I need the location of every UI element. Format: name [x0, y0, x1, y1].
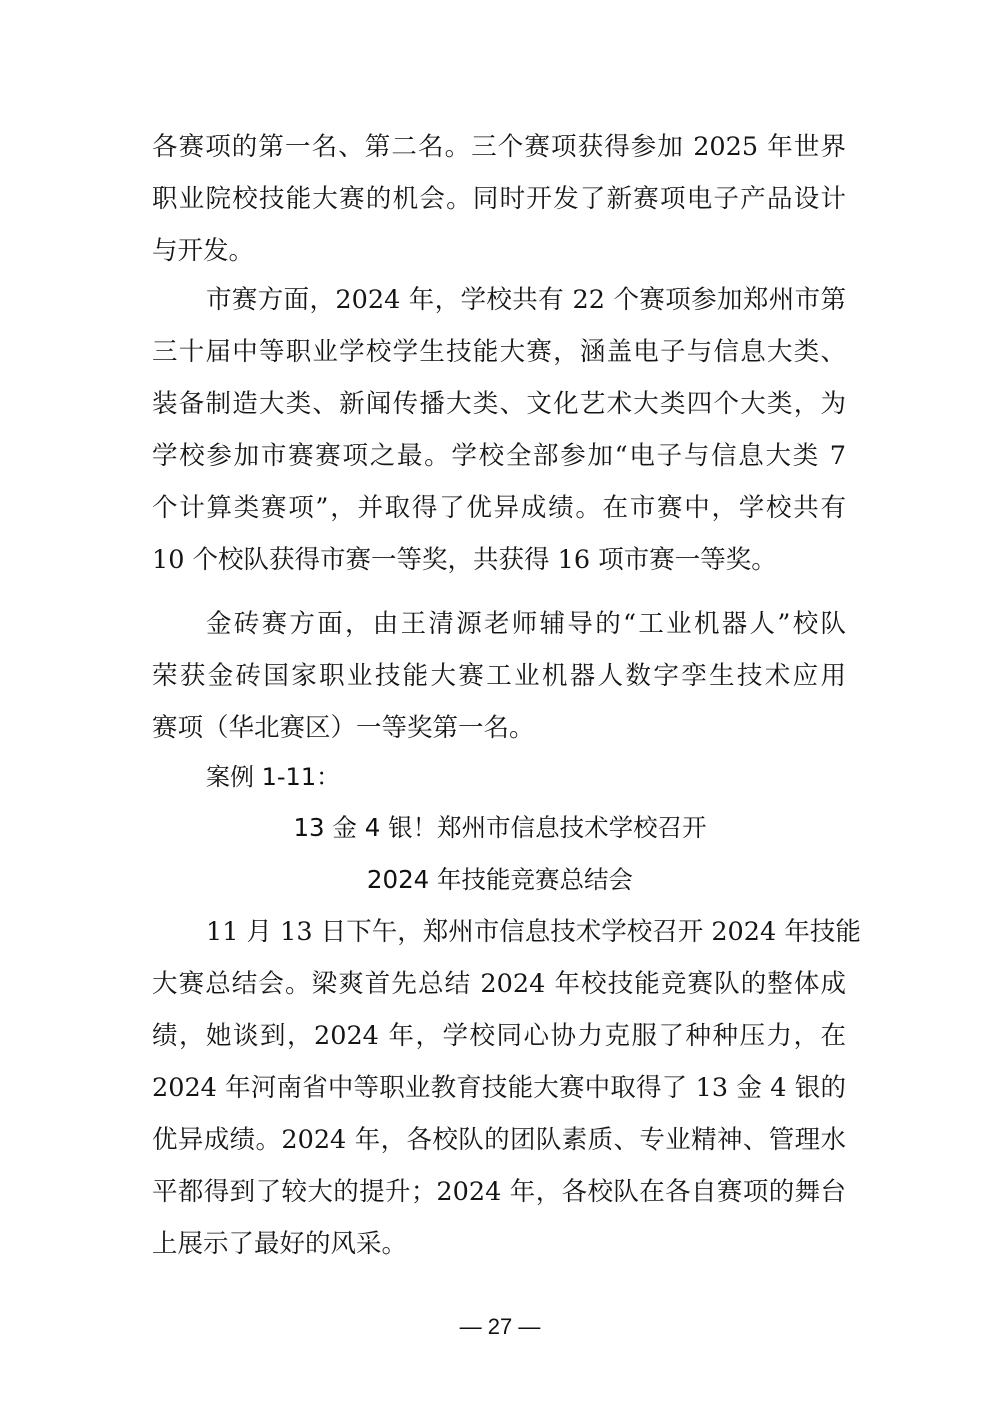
text-line: 学校参加市赛赛项之最。学校全部参加“电子与信息大类 7	[152, 441, 846, 471]
text-line: 各赛项的第一名、第二名。三个赛项获得参加 2025 年世界	[152, 132, 846, 162]
text-line: 三十届中等职业学校学生技能大赛，涵盖电子与信息大类、	[152, 337, 846, 367]
text-line: 2024 年河南省中等职业教育技能大赛中取得了 13 金 4 银的	[152, 1073, 846, 1103]
text-line: 个计算类赛项”，并取得了优异成绩。在市赛中，学校共有	[152, 493, 846, 523]
case-title-line: 13 金 4 银！郑州市信息技术学校召开	[293, 813, 707, 842]
text-line: 大赛总结会。梁爽首先总结 2024 年校技能竞赛队的整体成	[152, 969, 846, 999]
text-line: 绩，她谈到，2024 年，学校同心协力克服了种种压力，在	[152, 1021, 846, 1051]
case-label: 案例 1-11：	[206, 763, 341, 791]
text-line: 市赛方面，2024 年，学校共有 22 个赛项参加郑州市第	[206, 285, 846, 315]
case-title-line: 2024 年技能竞赛总结会	[366, 865, 634, 894]
text-line: 与开发。	[152, 236, 255, 266]
text-line: 平都得到了较大的提升；2024 年，各校队在各自赛项的舞台	[152, 1177, 846, 1207]
text-line: 装备制造大类、新闻传播大类、文化艺术大类四个大类，为	[152, 389, 846, 419]
text-line: 荣获金砖国家职业技能大赛工业机器人数字孪生技术应用	[152, 661, 846, 691]
text-line: 10 个校队获得市赛一等奖，共获得 16 项市赛一等奖。	[152, 545, 777, 575]
page-number: — 27 —	[459, 1314, 541, 1339]
text-line: 优异成绩。2024 年，各校队的团队素质、专业精神、管理水	[152, 1125, 846, 1155]
text-line: 赛项（华北赛区）一等奖第一名。	[152, 713, 535, 743]
text-line: 上展示了最好的风采。	[152, 1229, 408, 1259]
text-line: 11 月 13 日下午，郑州市信息技术学校召开 2024 年技能	[206, 917, 861, 947]
text-line: 金砖赛方面，由王清源老师辅导的“工业机器人”校队	[206, 609, 846, 639]
text-line: 职业院校技能大赛的机会。同时开发了新赛项电子产品设计	[152, 184, 846, 214]
